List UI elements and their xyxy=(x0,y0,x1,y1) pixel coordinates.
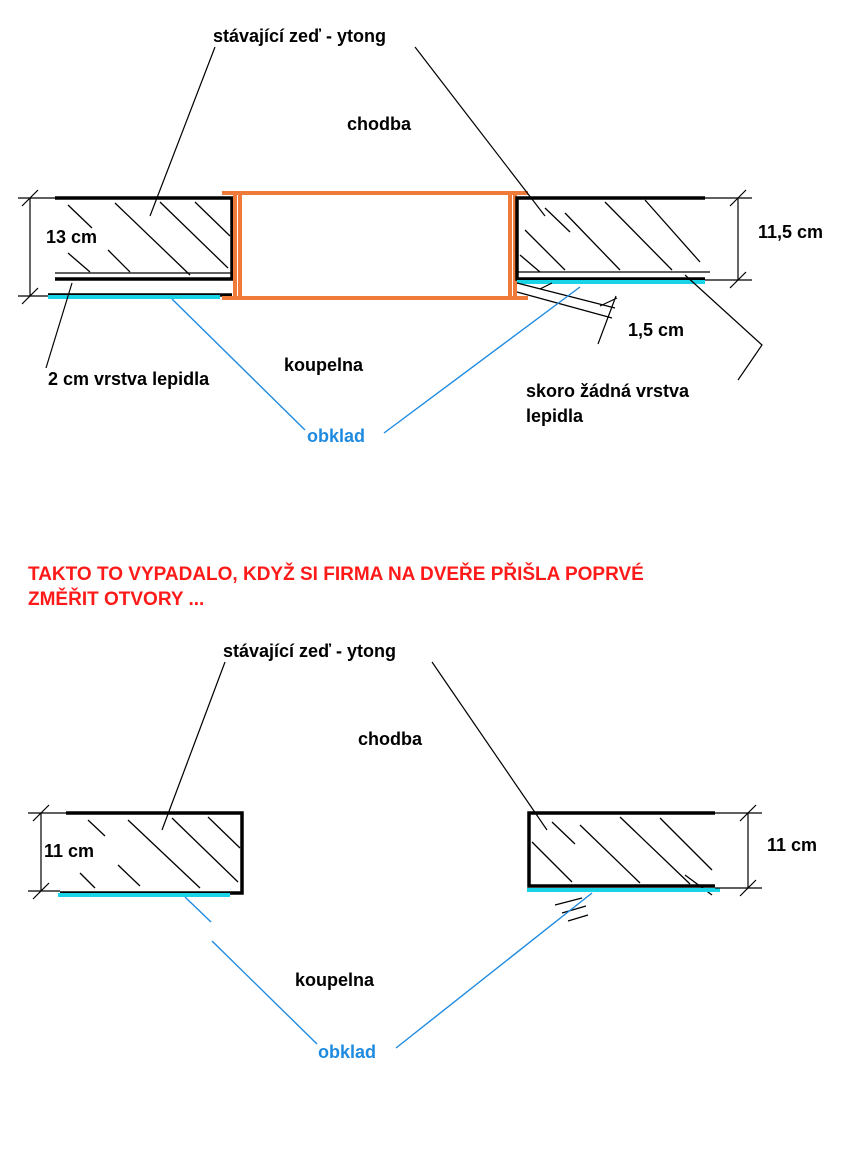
top-right-wall xyxy=(517,198,710,282)
bottom-obklad-label: obklad xyxy=(318,1042,377,1062)
top-wall-label: stávající zeď - ytong xyxy=(213,26,386,46)
top-obklad-label: obklad xyxy=(307,426,366,446)
top-koupelna-label: koupelna xyxy=(284,355,364,375)
bottom-chodba-label: chodba xyxy=(358,729,423,749)
bottom-wall-leader-left xyxy=(162,662,225,830)
bottom-left-dimension xyxy=(28,805,94,899)
top-right-thickness-label: 11,5 cm xyxy=(758,222,824,242)
top-left-wall xyxy=(48,198,232,297)
top-right-note-line2: lepidla xyxy=(526,406,584,426)
bottom-wall-label: stávající zeď - ytong xyxy=(223,641,396,661)
bottom-right-thickness-label: 11 cm xyxy=(767,835,818,855)
bottom-left-thickness-label: 11 cm xyxy=(44,841,95,861)
top-left-dimension xyxy=(18,190,97,304)
top-left-note: 2 cm vrstva lepidla xyxy=(48,369,210,389)
bottom-obklad-leader-right xyxy=(396,893,592,1048)
top-diagram xyxy=(18,26,823,446)
bottom-koupelna-label: koupelna xyxy=(295,970,375,990)
top-gap-dimension xyxy=(517,283,684,344)
top-left-thickness-label: 13 cm xyxy=(46,227,98,247)
top-gap-label: 1,5 cm xyxy=(628,320,685,340)
bottom-obklad-leader-left-a xyxy=(185,897,211,922)
top-door-frame xyxy=(222,193,528,298)
top-chodba-label: chodba xyxy=(347,114,412,134)
notice xyxy=(28,563,644,610)
top-right-dimension xyxy=(705,190,823,288)
notice-line1: TAKTO TO VYPADALO, KDYŽ SI FIRMA NA DVEŘE PŘIŠLA POPRVÉ xyxy=(28,564,644,585)
top-wall-leader-left xyxy=(150,47,215,216)
top-wall-leader-right xyxy=(415,47,545,216)
bottom-diagram xyxy=(28,641,817,1062)
bottom-right-dimension xyxy=(715,805,817,896)
bottom-wall-leader-right xyxy=(432,662,547,830)
notice-line2: ZMĚŘIT OTVORY ... xyxy=(28,589,205,610)
top-right-note-leader xyxy=(685,275,762,380)
bottom-obklad-leader-left-b xyxy=(212,941,317,1044)
top-right-note-line1: skoro žádná vrstva xyxy=(526,381,690,401)
bottom-right-wall xyxy=(527,813,720,895)
